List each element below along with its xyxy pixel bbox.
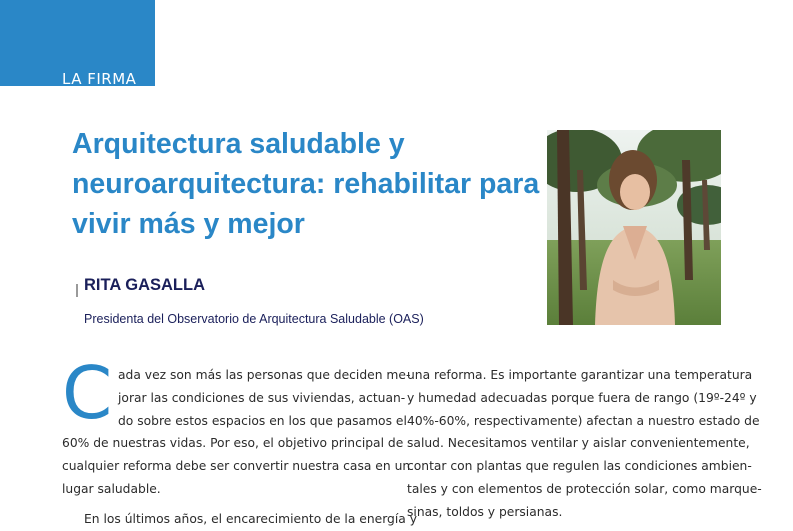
text-line: sinas, toldos y persianas. [407,504,563,519]
text-line: 40%-60%, respectivamente) afectan a nuestro estado de [407,413,760,428]
text-line: ada vez son más las personas que deciden me- [118,368,411,382]
article-title: Arquitectura saludable y neuroarquitectura: rehabilitar para vivir más y mejor [72,128,540,240]
text-line: salud. Necesitamos ventilar y aislar convenientemente, [407,436,750,451]
author-divider [76,284,78,297]
section-label: LA FIRMA [62,70,137,88]
portrait-photo [547,130,721,325]
author-role: Presidenta del Observatorio de Arquitectura Saludable (OAS) [84,312,424,326]
text-line: do sobre estos espacios en los que pasamos el [118,413,407,428]
author-name: RITA GASALLA [84,276,205,294]
text-line: cualquier reforma debe ser convertir nuestra casa en un [62,459,411,474]
paragraph-1 [62,364,411,501]
text-line: 60% de nuestras vidas. Por eso, el objetivo principal de [62,436,404,451]
paragraph-2 [62,508,418,531]
body-column-right [407,364,762,524]
text-line: En los últimos años, el encarecimiento de la energía y [84,511,418,526]
text-line: y humedad adecuadas porque fuera de rango (19º-24º y [407,390,757,405]
svg-text:C: C [62,360,113,424]
text-line: lugar saludable. [62,481,161,496]
text-line: tales y con elementos de protección solar, como marque- [407,481,762,496]
paragraph-continued [407,364,762,524]
text-line: una reforma. Es importante garantizar una temperatura [407,368,753,382]
text-line: jorar las condiciones de sus viviendas, actuan- [118,390,406,405]
text-line: contar con plantas que regulen las condiciones ambien- [407,459,752,474]
body-column-left [62,364,418,531]
